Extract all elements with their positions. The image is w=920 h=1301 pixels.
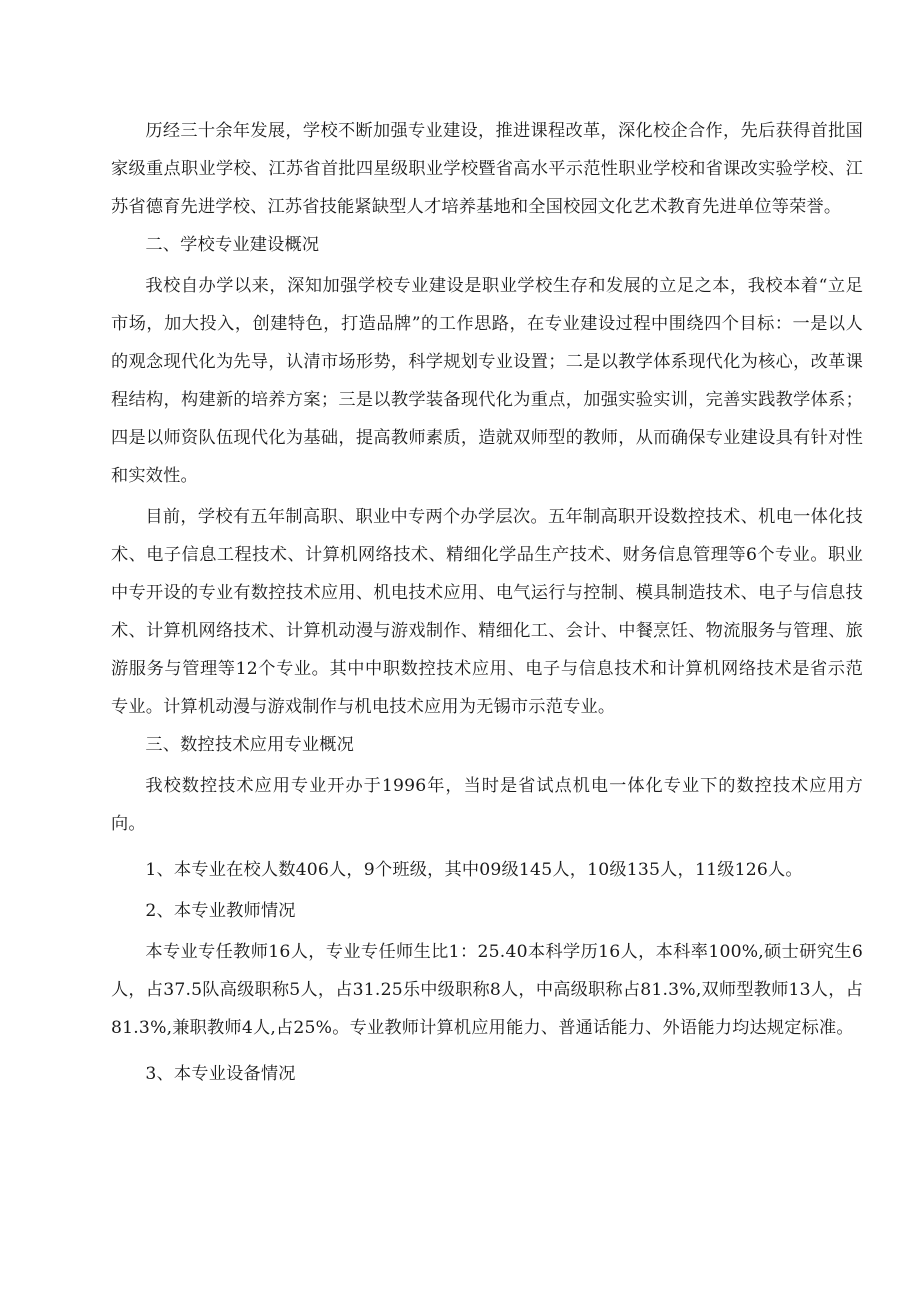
document-page bbox=[111, 112, 863, 1093]
paragraph-honors: 历经三十余年发展，学校不断加强专业建设，推进课程改革，深化校企合作，先后获得首批国家级重点职业学校、江苏省首批四星级职业学校暨省高水平示范性职业学校和省课改实验学校、江苏省德育先进学校、江苏省技能紧缺型人才培养基地和全国校园文化艺术教育先进单位等荣誉。 bbox=[111, 121, 863, 217]
paragraph-cnc-history: 我校数控技术应用专业开办于1996年，当时是省试点机电一体化专业下的数控技术应用方向。 bbox=[111, 776, 863, 834]
subheading-equipment: 3、本专业设备情况 bbox=[145, 1064, 296, 1084]
paragraph-teacher-details: 本专业专任教师16人，专业专任师生比1：25.40本科学历16人，本科率100%,硕士研究生6人，占37.5队高级职称5人，占31.25乐中级职称8人，中高级职称占81.3%,双师型教师13人，占81.3%,兼职教师4人,占25%。专业教师计算机应用能力、普通话能力、外语能力均达规定标准。 bbox=[111, 942, 863, 1038]
paragraph-student-count: 1、本专业在校人数406人，9个班级，其中09级145人，10级135人，11级126人。 bbox=[145, 860, 803, 880]
section-heading-major-construction: 二、学校专业建设概况 bbox=[145, 235, 320, 255]
spacer bbox=[111, 843, 863, 851]
spacer bbox=[111, 1047, 863, 1055]
section-heading-cnc-overview: 三、数控技术应用专业概况 bbox=[145, 735, 355, 755]
paragraph-construction-overview: 我校自办学以来，深知加强学校专业建设是职业学校生存和发展的立足之本，我校本着“立足市场，加大投入，创建特色，打造品牌”的工作思路，在专业建设过程中围绕四个目标：一是以人的观念现代化为先导，认清市场形势，科学规划专业设置；二是以教学体系现代化为核心，改革课程结构，构建新的培养方案；三是以教学装备现代化为重点，加强实验实训，完善实践教学体系；四是以师资队伍现代化为基础，提高教师素质，造就双师型的教师，从而确保专业建设具有针对性和实效性。 bbox=[111, 276, 863, 486]
subheading-teachers: 2、本专业教师情况 bbox=[145, 901, 296, 921]
paragraph-majors-offered: 目前，学校有五年制高职、职业中专两个办学层次。五年制高职开设数控技术、机电一体化技术、电子信息工程技术、计算机网络技术、精细化学品生产技术、财务信息管理等6个专业。职业中专开设的专业有数控技术应用、机电技术应用、电气运行与控制、模具制造技术、电子与信息技术、计算机网络技术、计算机动漫与游戏制作、精细化工、会计、中餐烹饪、物流服务与管理、旅游服务与管理等12个专业。其中中职数控技术应用、电子与信息技术和计算机网络技术是省示范专业。计算机动漫与游戏制作与机电技术应用为无锡市示范专业。 bbox=[111, 507, 863, 717]
